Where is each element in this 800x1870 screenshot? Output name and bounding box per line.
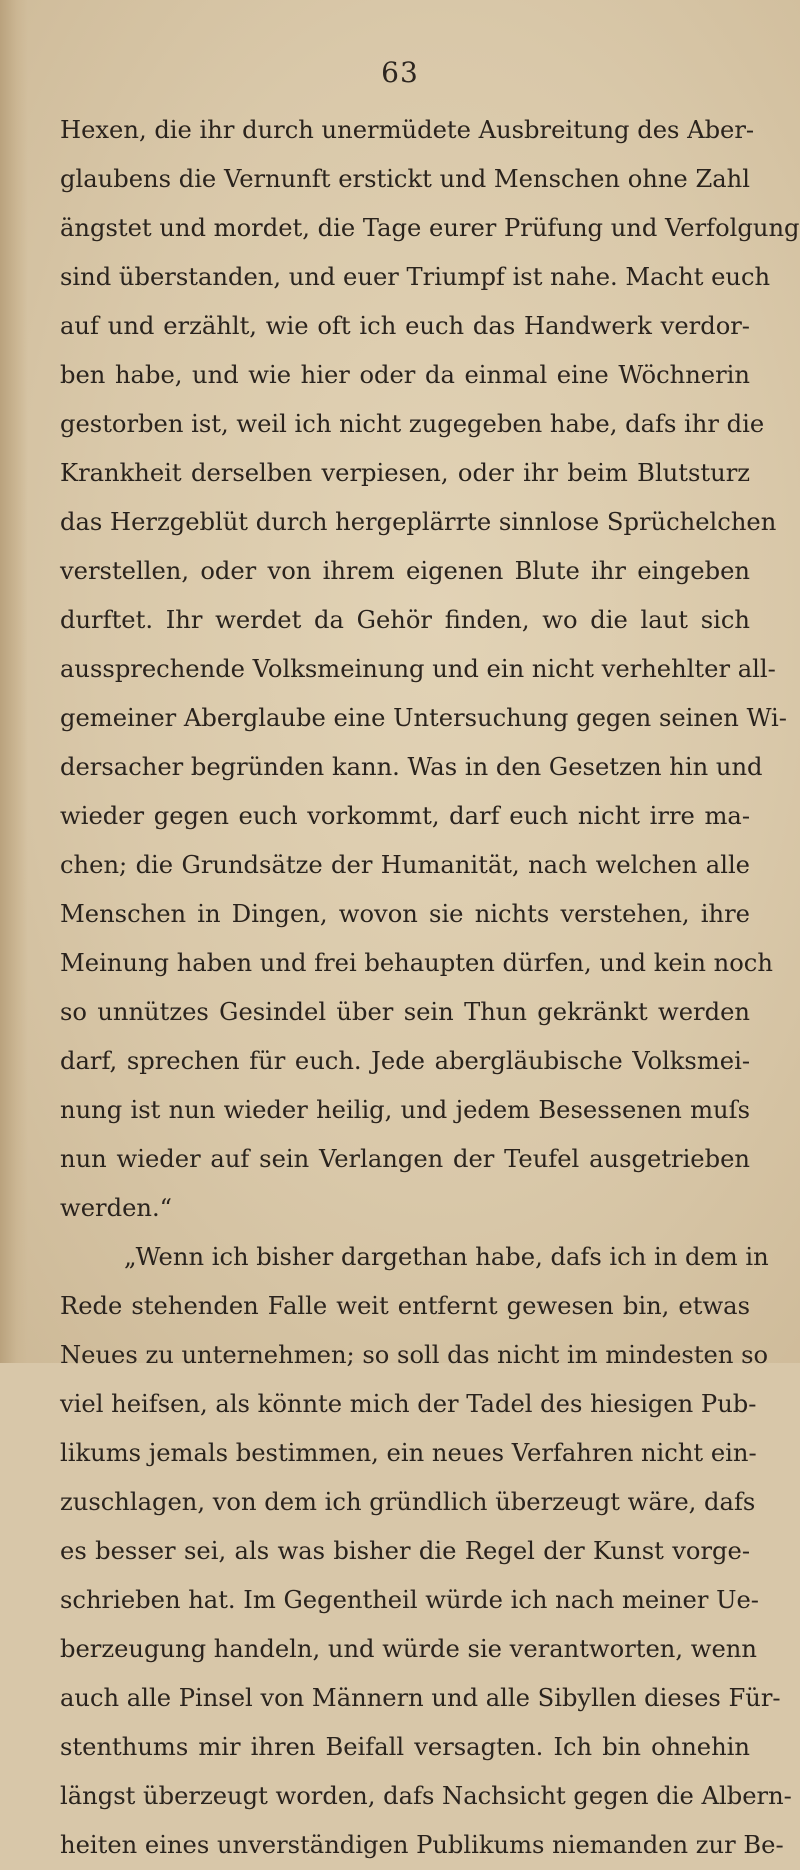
- text-line: sind überstanden, und euer Triumpf ist nahe. Macht euch: [60, 263, 771, 291]
- text-line: glaubens die Vernunft erstickt und Menschen ohne Zahl: [60, 165, 750, 193]
- text-line: wieder gegen euch vorkommt, darf euch nicht irre ma-: [60, 802, 750, 830]
- paragraph-end-line: werden.“: [60, 1194, 173, 1222]
- text-line: nung ist nun wieder heilig, und jedem Besessenen muſs: [60, 1096, 750, 1124]
- text-line: heiten eines unverständigen Publikums niemanden zur Be-: [60, 1831, 784, 1859]
- text-line: ben habe, und wie hier oder da einmal eine Wöchnerin: [60, 361, 750, 389]
- text-line: berzeugung handeln, und würde sie verantworten, wenn: [60, 1635, 757, 1663]
- text-line: likums jemals bestimmen, ein neues Verfahren nicht ein-: [60, 1439, 757, 1467]
- page-number: 63: [381, 56, 419, 89]
- text-line: gemeiner Aberglaube eine Untersuchung gegen seinen Wi-: [60, 704, 787, 732]
- text-line: schrieben hat. Im Gegentheil würde ich nach meiner Ue-: [60, 1586, 759, 1614]
- text-line: längst überzeugt worden, dafs Nachsicht gegen die Albern-: [60, 1782, 792, 1810]
- text-line: zuschlagen, von dem ich gründlich überzeugt wäre, dafs: [60, 1488, 756, 1516]
- text-line: auf und erzählt, wie oft ich euch das Handwerk verdor-: [60, 312, 750, 340]
- text-line: durftet. Ihr werdet da Gehör finden, wo die laut sich: [60, 606, 750, 634]
- body-text: [60, 106, 800, 1870]
- text-line: chen; die Grundsätze der Humanität, nach welchen alle: [60, 851, 750, 879]
- text-line: Rede stehenden Falle weit entfernt gewesen bin, etwas: [60, 1292, 750, 1320]
- text-line: dersacher begründen kann. Was in den Gesetzen hin und: [60, 753, 763, 781]
- text-line: verstellen, oder von ihrem eigenen Blute ihr eingeben: [60, 557, 750, 585]
- text-line: Menschen in Dingen, wovon sie nichts verstehen, ihre: [60, 900, 750, 928]
- text-line: aussprechende Volksmeinung und ein nicht verhehlter all-: [60, 655, 776, 683]
- text-line: darf, sprechen für euch. Jede abergläubische Volksmei-: [60, 1047, 750, 1075]
- text-line: stenthums mir ihren Beifall versagten. Ich bin ohnehin: [60, 1733, 750, 1761]
- text-line: nun wieder auf sein Verlangen der Teufel ausgetrieben: [60, 1145, 750, 1173]
- text-line: auch alle Pinsel von Männern und alle Sibyllen dieses Für-: [60, 1684, 781, 1712]
- text-line: es besser sei, als was bisher die Regel der Kunst vorge-: [60, 1537, 750, 1565]
- page-edge-shadow: [0, 0, 28, 1363]
- text-line: Neues zu unternehmen; so soll das nicht im mindesten so: [60, 1341, 769, 1369]
- text-line: so unnützes Gesindel über sein Thun gekränkt werden: [60, 998, 750, 1026]
- text-line: Meinung haben und frei behaupten dürfen, und kein noch: [60, 949, 773, 977]
- text-line: Hexen, die ihr durch unermüdete Ausbreitung des Aber-: [60, 116, 755, 144]
- text-line: das Herzgeblüt durch hergeplärrte sinnlose Sprüchelchen: [60, 508, 777, 536]
- paragraph-start-line: „Wenn ich bisher dargethan habe, dafs ich in dem in: [124, 1243, 769, 1271]
- text-line: viel heifsen, als könnte mich der Tadel des hiesigen Pub-: [60, 1390, 757, 1418]
- text-line: ängstet und mordet, die Tage eurer Prüfung und Verfolgung: [60, 214, 800, 242]
- text-line: gestorben ist, weil ich nicht zugegeben habe, dafs ihr die: [60, 410, 765, 438]
- text-line: Krankheit derselben verpiesen, oder ihr beim Blutsturz: [60, 459, 750, 487]
